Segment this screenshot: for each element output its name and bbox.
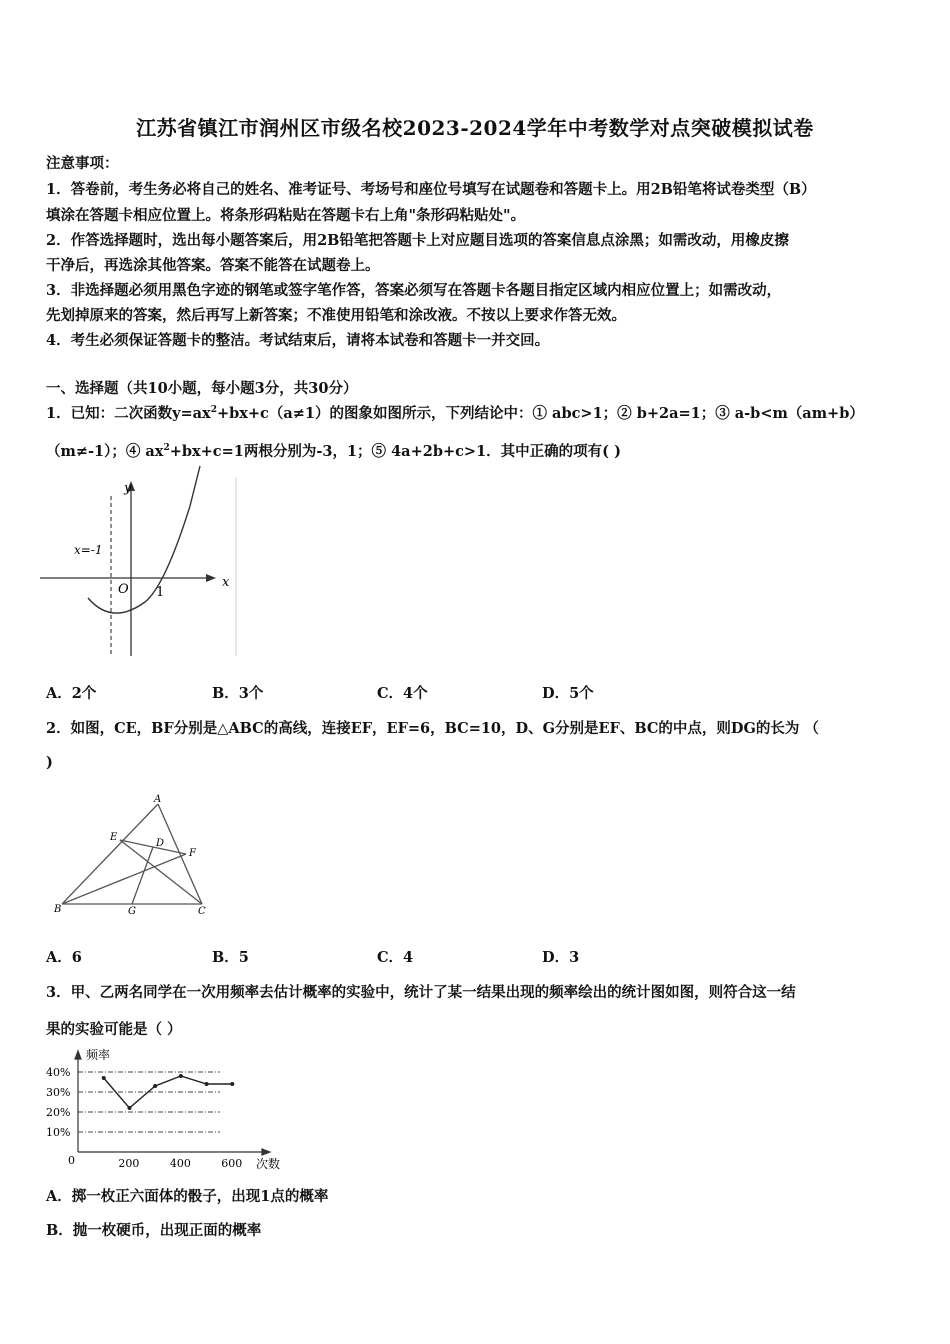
point-e-label: E <box>110 832 118 843</box>
notice-line: 3．非选择题必须用黑色字迹的钢笔或签字笔作答，答案必须写在答题卡各题目指定区域内相应位置上；如需改动， <box>46 282 782 299</box>
q1-sup: 2 <box>163 443 170 454</box>
q3-option-a[interactable]: A．掷一枚正六面体的骰子，出现1点的概率 <box>46 1188 329 1205</box>
section-heading: 一、选择题（共10小题，每小题3分，共30分） <box>46 380 358 397</box>
notice-line: 2．作答选择题时，选出每小题答案后，用2B铅笔把答题卡上对应题目选项的答案信息点涂黑；如需改动，用橡皮擦 <box>46 232 789 249</box>
vertex-b-label: B <box>54 904 62 915</box>
axis-of-symmetry-label: x=-1 <box>74 543 103 557</box>
q1-text-c: （m≠-1）；④ ax <box>46 443 164 460</box>
notice-heading: 注意事项： <box>46 155 119 172</box>
q1-option-b[interactable]: B．3个 <box>212 685 264 702</box>
q1-option-c[interactable]: C．4个 <box>377 685 428 702</box>
q1-text-a: 1．已知：二次函数y=ax <box>46 405 211 422</box>
data-point <box>205 1082 209 1086</box>
y-tick-label: 40% <box>46 1066 71 1079</box>
x-tick-label: 600 <box>221 1157 243 1170</box>
x-axis-label: x <box>222 575 230 590</box>
origin-label: 0 <box>68 1154 75 1167</box>
point-f-label: F <box>189 848 196 859</box>
q2-line-2: ) <box>46 754 53 771</box>
notice-line: 1．答卷前，考生务必将自己的姓名、准考证号、考场号和座位号填写在试题卷和答题卡上。用2B铅笔将试卷类型（B） <box>46 181 816 198</box>
q3-option-b[interactable]: B．抛一枚硬币，出现正面的概率 <box>46 1222 262 1239</box>
data-point <box>153 1084 157 1088</box>
y-tick-label: 30% <box>46 1086 71 1099</box>
notice-line: 4．考生必须保证答题卡的整洁。考试结束后，请将本试卷和答题卡一并交回。 <box>46 332 550 349</box>
q1-option-d[interactable]: D．5个 <box>542 685 594 702</box>
data-point <box>179 1074 183 1078</box>
data-point <box>230 1082 234 1086</box>
x-axis-arrow <box>262 1149 270 1155</box>
point-d-label: D <box>156 838 165 849</box>
q2-option-d[interactable]: D．3 <box>542 949 580 966</box>
y-axis-label: y <box>124 481 132 496</box>
q2-triangle-figure <box>50 792 220 922</box>
notice-line: 先划掉原来的答案，然后再写上新答案；不准使用铅笔和涂改液。不按以上要求作答无效。 <box>46 307 626 324</box>
q1-parabola-figure <box>40 476 240 658</box>
q3-line-2: 果的实验可能是（ ） <box>46 1021 182 1038</box>
y-axis-arrow <box>75 1051 81 1059</box>
q1-text-b: +bx+c（a≠1）的图象如图所示，下列结论中：① abc>1；② b+2a=1；③ a-b<m（am+b） <box>216 405 864 422</box>
notice-line: 干净后，再选涂其他答案。答案不能答在试题卷上。 <box>46 257 380 274</box>
q1-line-1 <box>46 402 864 423</box>
q2-line-1: 2．如图，CE，BF分别是△ABC的高线，连接EF，EF=6，BC=10，D、G分别是EF、BC的中点，则DG的长为 （ <box>46 720 819 737</box>
x-tick-label: 400 <box>169 1157 191 1170</box>
y-tick-label: 20% <box>46 1106 71 1119</box>
point-g-label: G <box>128 906 136 917</box>
q1-sup: 2 <box>210 405 217 416</box>
data-point <box>102 1076 106 1080</box>
page-title: 江苏省镇江市润州区市级名校2023-2024学年中考数学对点突破模拟试卷 <box>136 116 814 140</box>
x-tick-label: 200 <box>118 1157 140 1170</box>
q3-frequency-chart <box>40 1045 281 1175</box>
y-axis-label: 频率 <box>86 1048 111 1062</box>
q2-option-c[interactable]: C．4 <box>377 949 414 966</box>
q1-text-d: +bx+c=1两根分别为-3，1；⑤ 4a+2b+c>1．其中正确的项有( ) <box>169 443 621 460</box>
vertex-a-label: A <box>154 794 162 805</box>
origin-label: O <box>118 582 129 597</box>
q2-option-a[interactable]: A．6 <box>46 949 82 966</box>
y-tick-label: 10% <box>46 1126 71 1139</box>
q1-option-a[interactable]: A．2个 <box>46 685 97 702</box>
q1-line-2 <box>46 440 621 461</box>
q3-line-1: 3．甲、乙两名同学在一次用频率去估计概率的实验中，统计了某一结果出现的频率绘出的统计图如图，则符合这一结 <box>46 984 796 1001</box>
data-point <box>127 1106 131 1110</box>
x-axis-label: 次数 <box>256 1157 281 1171</box>
q2-option-b[interactable]: B．5 <box>212 949 249 966</box>
vertex-c-label: C <box>198 906 206 917</box>
root-label: 1 <box>156 585 165 600</box>
notice-line: 填涂在答题卡相应位置上。将条形码粘贴在答题卡右上角"条形码粘贴处"。 <box>46 207 526 224</box>
